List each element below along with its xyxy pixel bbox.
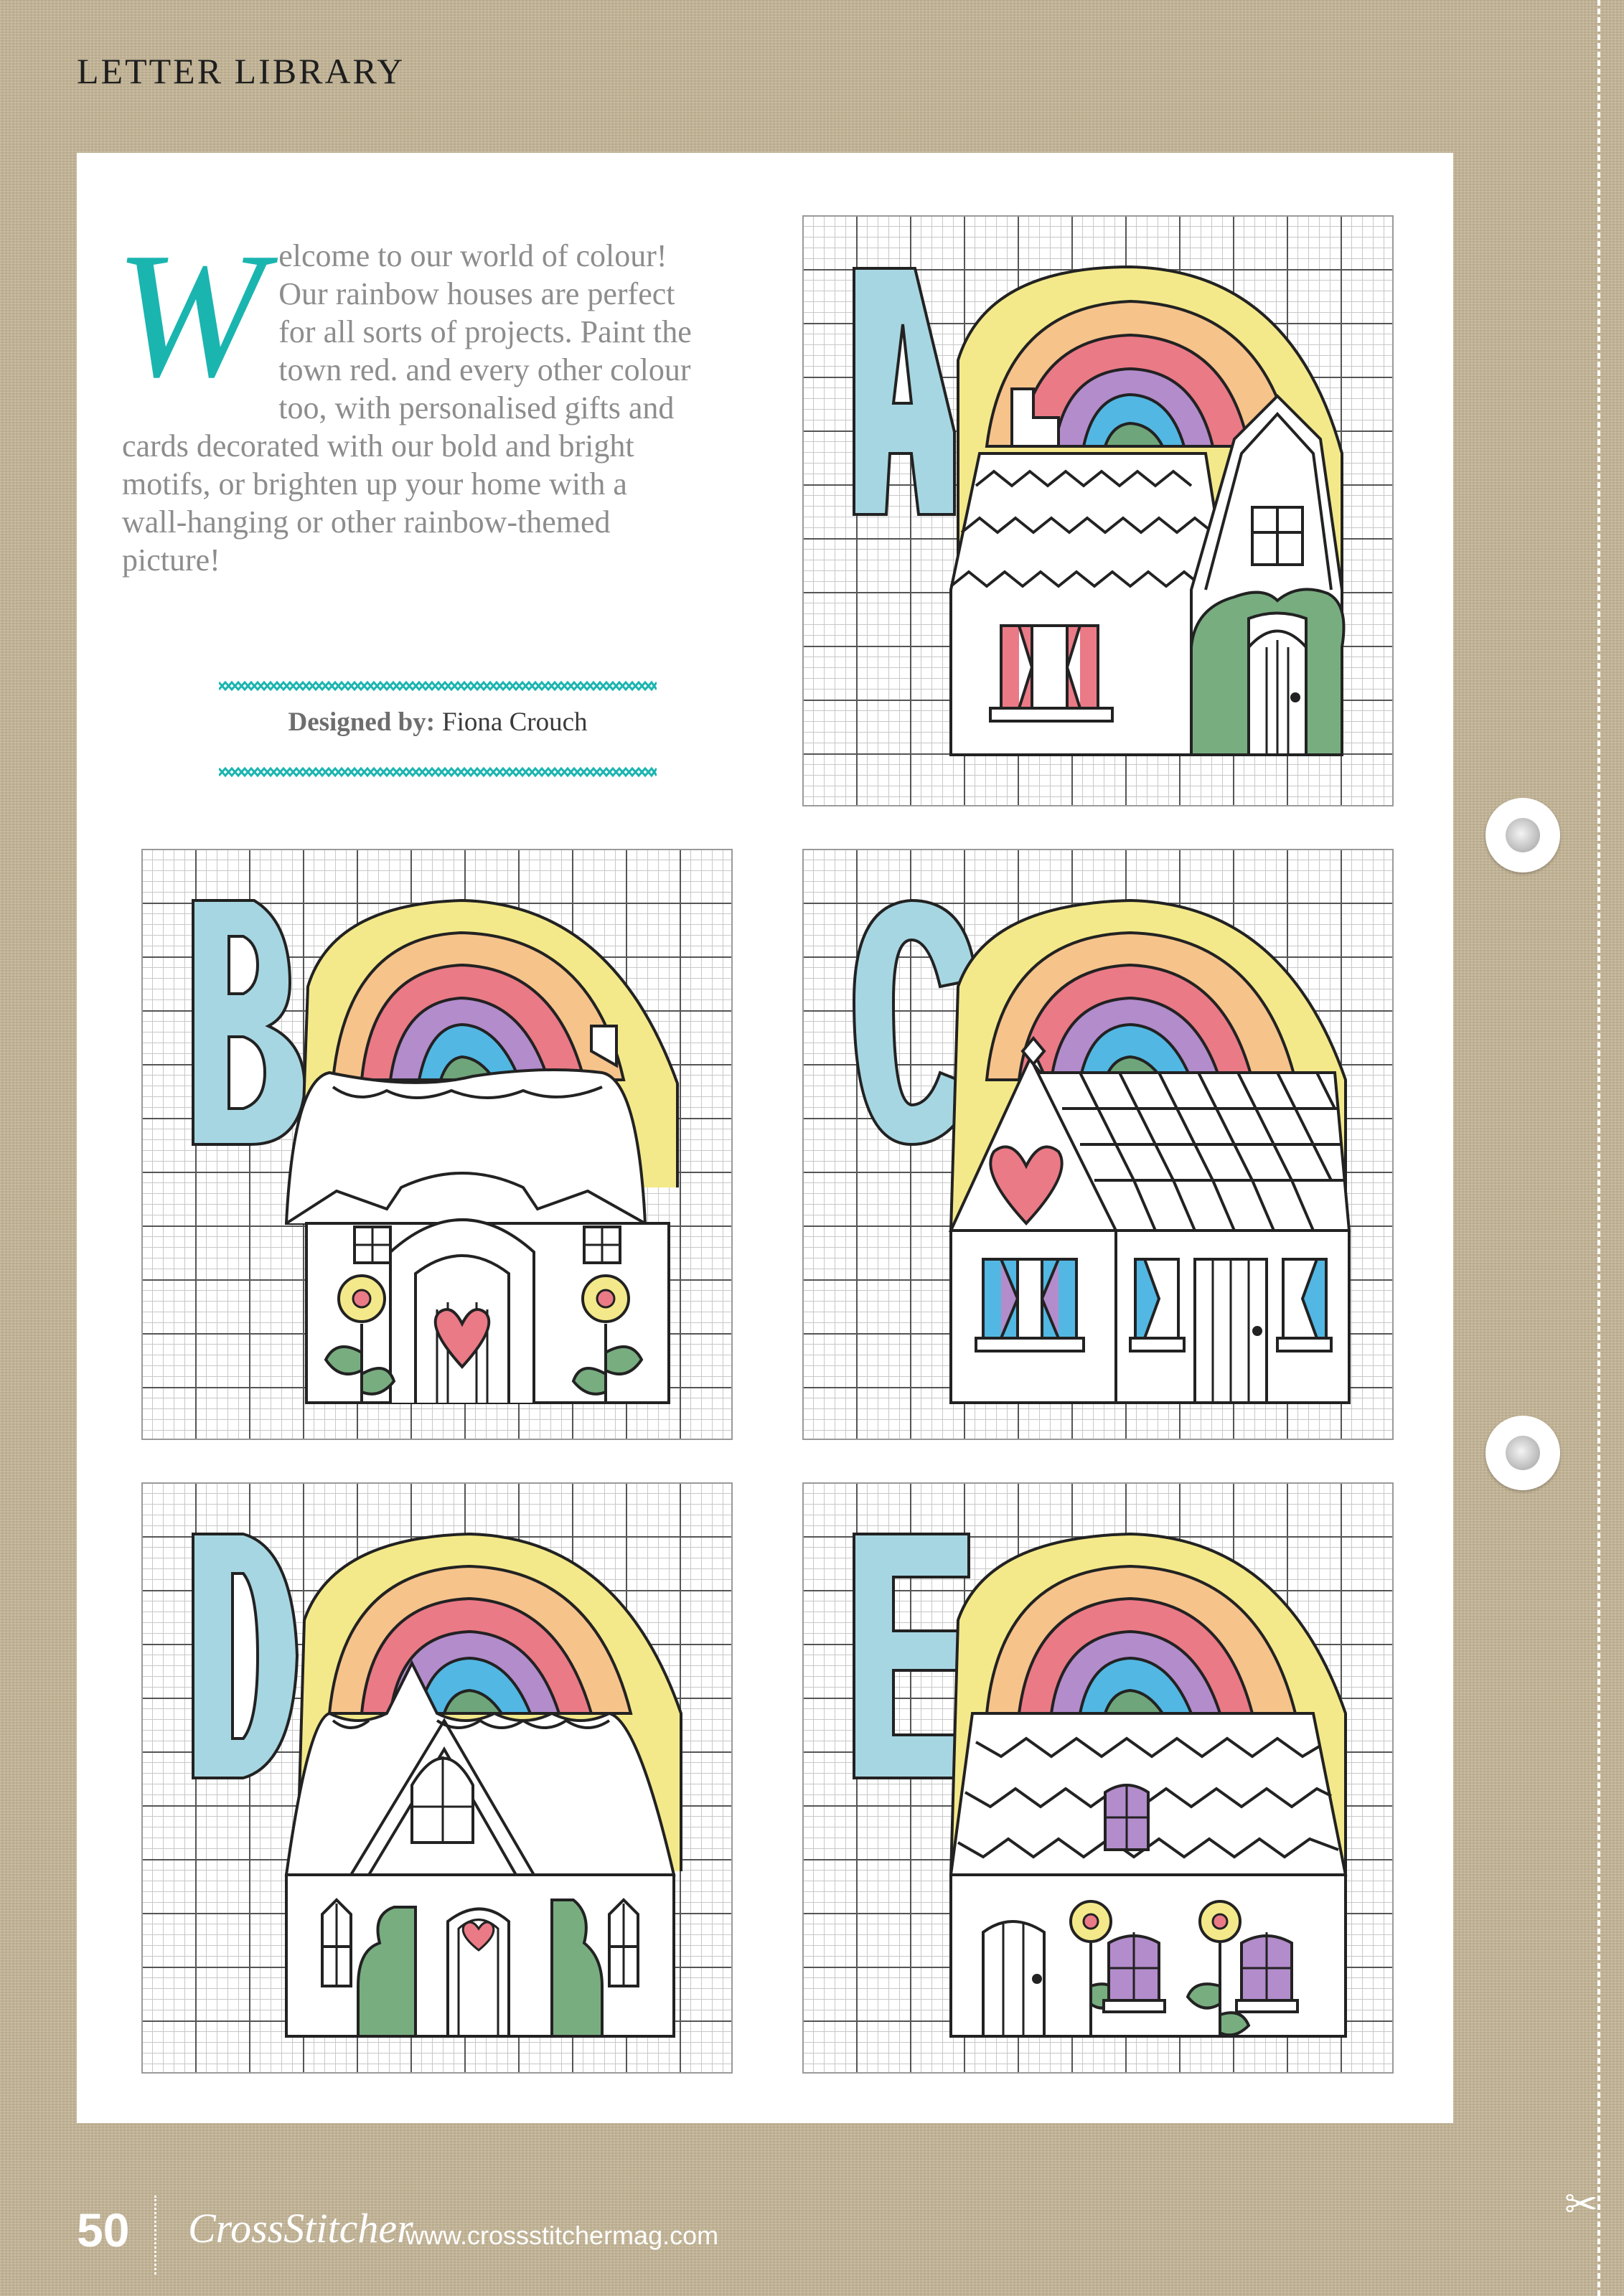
chart-b-artwork: [143, 850, 733, 1440]
chart-c-artwork: [804, 850, 1394, 1440]
chart-letter-b: [141, 849, 733, 1440]
intro-block: [115, 216, 696, 579]
credit-label: Designed by:: [288, 707, 436, 737]
designer-credit: [219, 707, 657, 738]
zigzag-divider-bottom: [219, 764, 657, 780]
chart-letter-e: [802, 1482, 1394, 2074]
chart-letter-d: [141, 1482, 733, 2074]
footer-divider: [154, 2196, 156, 2274]
chart-a-artwork: [804, 217, 1394, 806]
section-label: LETTER LIBRARY: [77, 51, 405, 91]
binder-hole-lower: [1485, 1416, 1560, 1490]
binder-hole-upper: [1485, 798, 1560, 872]
page-number: 50: [77, 2203, 130, 2257]
magazine-logo: CrossStitcher: [188, 2205, 413, 2252]
drop-cap: W: [115, 216, 265, 415]
designer-name: Fiona Crouch: [442, 707, 588, 737]
zigzag-divider-top: [219, 678, 657, 694]
chart-letter-a: [802, 215, 1394, 806]
chart-e-artwork: [804, 1484, 1394, 2074]
chart-d-artwork: [143, 1484, 733, 2074]
intro-text: elcome to our world of colour! Our rainbow houses are perfect for all sorts of projects. Paint the town red. and every other colour too, with personalised gifts and cards decorated with our bold and bright motifs, or brighten up your home with a wall-hanging or other rainbow-themed picture!: [122, 238, 692, 578]
scissors-icon: ✂: [1564, 2183, 1598, 2227]
website-url[interactable]: www.crossstitchermag.com: [405, 2221, 719, 2250]
cut-line: [1597, 0, 1600, 2296]
chart-letter-c: [802, 849, 1394, 1440]
